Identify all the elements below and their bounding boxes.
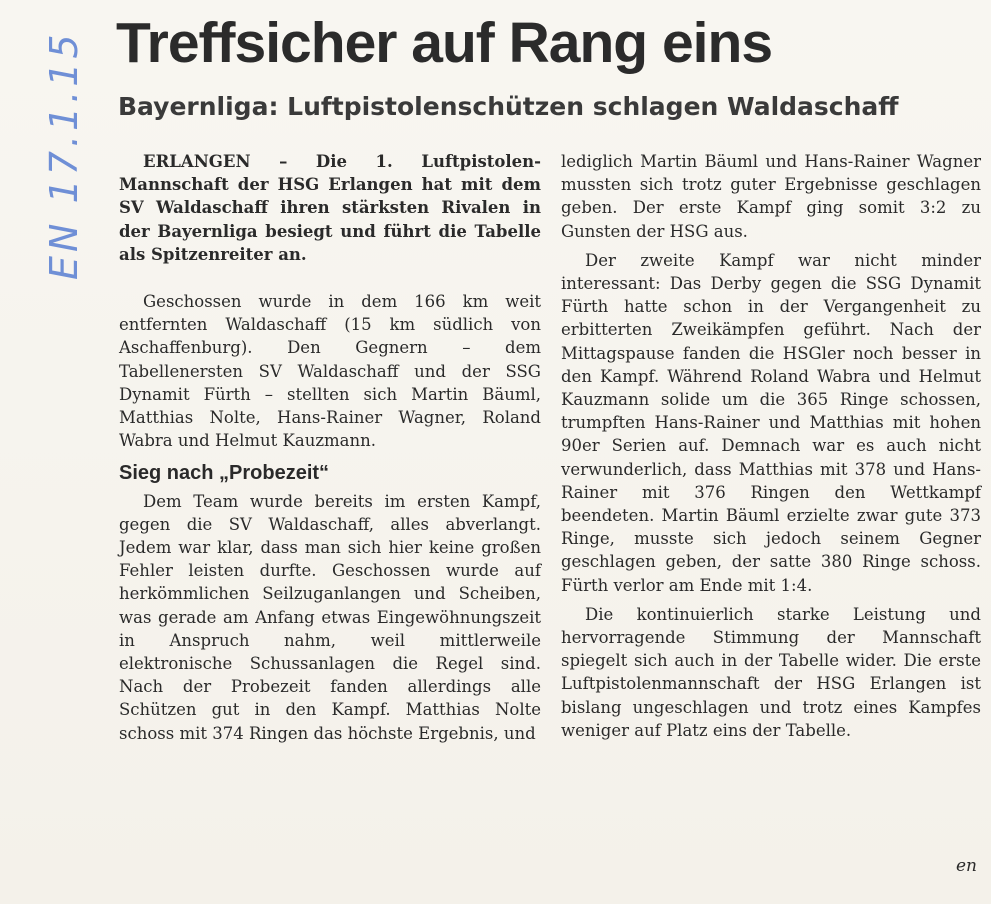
body-paragraph-4: Der zweite Kampf war nicht minder interessant: Das Derby gegen die SSG Dynamit Fürth hatte schon in der Vergangenheit zu erbitterten Zweikämpfen geführt. Nach der Mittagspause fanden die HSGler noch besser in den Kampf. Während Roland Wabra und Helmut Kauzmann solide um die 365 Ringe schossen, trumpften Hans-Rainer und Matthias mit hohen 90er Serien auf. Demnach war es auch nicht verwunderlich, dass Matthias mit 378 und Hans-Rainer mit 376 Ringen den Wettkampf beendeten. Martin Bäuml erzielte zwar gute 373 Ringe, musste sich jedoch seinem Gegner geschlagen geben, der satte 380 Ringe schoss. Fürth verlor am Ende mit 1:4. — [561, 250, 981, 595]
body-paragraph-1: Geschossen wurde in dem 166 km weit entfernten Waldaschaff (15 km südlich von Aschaffenburg). Den Gegnern – dem Tabellenersten SV Waldaschaff und der SSG Dynamit Fürth – stellten sich Martin Bäuml, Matthias Nolte, Hans-Rainer Wagner, Roland Wabra und Helmut Kauzmann. — [119, 292, 541, 451]
handwritten-date-note — [6, 30, 86, 290]
body-paragraph-5: Die kontinuierlich starke Leistung und hervorragende Stimmung der Mannschaft spiegelt sich auch in der Tabelle wider. Die erste Luftpistolenmannschaft der HSG Erlangen ist bislang ungeschlagen und trotz eines Kampfes weniger auf Platz eins der Tabelle. — [561, 604, 981, 740]
subheadline: Bayernliga: Luftpistolenschützen schlagen Waldaschaff — [118, 92, 899, 121]
author-initials: en — [955, 856, 977, 876]
headline: Treffsicher auf Rang eins — [116, 11, 773, 75]
lead-paragraph: ERLANGEN – Die 1. Luftpistolen-Mannschaft der HSG Erlangen hat mit dem SV Waldaschaff ihren stärksten Rivalen in der Bayernliga besiegt und führt die Tabelle als Spitzenreiter an. — [119, 152, 541, 264]
handwritten-date-text: EN 17.1.15 — [42, 30, 86, 280]
body-paragraph-2: Dem Team wurde bereits im ersten Kampf, gegen die SV Waldaschaff, alles abverlangt. Jedem war klar, dass man sich hier keine großen Fehler leisten durfte. Geschossen wurde auf herkömmlichen Seilzuganlangen und Scheiben, was gerade am Anfang etwas Eingewöhnungszeit in Anspruch nahm, weil mittlerweile elektronische Schussanlagen die Regel sind. Nach der Probezeit fanden allerdings alle Schützen gut in den Kampf. Matthias Nolte schoss mit 374 Ringen das höchste Ergebnis, und — [119, 491, 541, 743]
section-heading: Sieg nach „Probezeit“ — [119, 462, 330, 485]
article-column-right — [561, 150, 981, 742]
article-column-left — [119, 150, 541, 745]
body-paragraph-3: lediglich Martin Bäuml und Hans-Rainer Wagner mussten sich trotz guter Ergebnisse geschlagen geben. Der erste Kampf ging somit 3:2 zu Gunsten der HSG aus. — [561, 152, 981, 241]
